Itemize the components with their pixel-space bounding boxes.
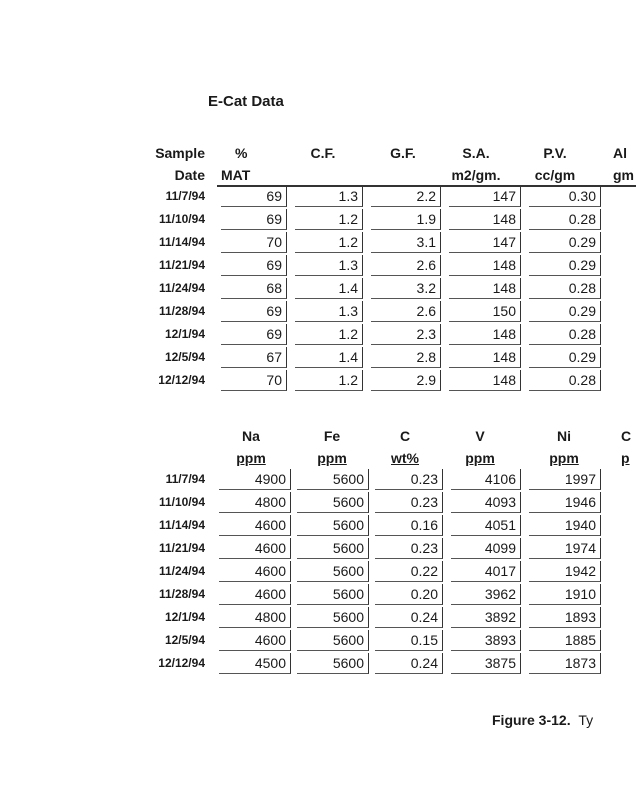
cf-cell: 1.3 bbox=[295, 255, 363, 276]
pv-cell: 0.29 bbox=[529, 232, 601, 253]
c-cell: 0.20 bbox=[375, 584, 443, 605]
sample-date-cell: 11/7/94 bbox=[165, 472, 205, 486]
header-sample-date: Sample Date bbox=[155, 145, 205, 183]
sample-date-cell: 11/21/94 bbox=[158, 541, 205, 555]
fe-cell: 5600 bbox=[297, 492, 369, 513]
sample-date-cell: 11/10/94 bbox=[158, 212, 205, 226]
pv-cell: 0.30 bbox=[529, 186, 601, 207]
c-cell: 0.22 bbox=[375, 561, 443, 582]
mat-cell: 67 bbox=[221, 347, 287, 368]
fe-cell: 5600 bbox=[297, 630, 369, 651]
header-cut: C p bbox=[621, 428, 632, 466]
sa-cell: 148 bbox=[449, 324, 521, 345]
na-cell: 4600 bbox=[219, 515, 291, 536]
ni-cell: 1910 bbox=[529, 584, 601, 605]
page-title: E-Cat Data bbox=[208, 93, 284, 110]
cf-cell: 1.4 bbox=[295, 347, 363, 368]
mat-cell: 70 bbox=[221, 232, 287, 253]
gf-cell: 2.2 bbox=[371, 186, 441, 207]
sa-cell: 147 bbox=[449, 232, 521, 253]
sample-date-cell: 12/1/94 bbox=[164, 327, 205, 341]
sample-date-cell: 11/14/94 bbox=[158, 235, 205, 249]
header-v: V ppm bbox=[465, 428, 495, 466]
header-c: C wt% bbox=[391, 428, 419, 466]
ni-cell: 1893 bbox=[529, 607, 601, 628]
c-cell: 0.24 bbox=[375, 607, 443, 628]
fe-cell: 5600 bbox=[297, 584, 369, 605]
header-fe: Fe ppm bbox=[317, 428, 347, 466]
pv-cell: 0.29 bbox=[529, 347, 601, 368]
gf-cell: 1.9 bbox=[371, 209, 441, 230]
v-cell: 3893 bbox=[451, 630, 521, 651]
gf-cell: 3.1 bbox=[371, 232, 441, 253]
sa-cell: 147 bbox=[449, 186, 521, 207]
sample-date-cell: 12/1/94 bbox=[164, 610, 205, 624]
mat-cell: 69 bbox=[221, 301, 287, 322]
na-cell: 4800 bbox=[219, 607, 291, 628]
cf-cell: 1.3 bbox=[295, 186, 363, 207]
header-na: Na ppm bbox=[236, 428, 266, 466]
fe-cell: 5600 bbox=[297, 469, 369, 490]
pv-cell: 0.29 bbox=[529, 301, 601, 322]
cf-cell: 1.2 bbox=[295, 324, 363, 345]
gf-cell: 3.2 bbox=[371, 278, 441, 299]
ni-cell: 1946 bbox=[529, 492, 601, 513]
pv-cell: 0.29 bbox=[529, 255, 601, 276]
v-cell: 4099 bbox=[451, 538, 521, 559]
mat-cell: 70 bbox=[221, 370, 287, 391]
sa-cell: 148 bbox=[449, 347, 521, 368]
sample-date-cell: 12/12/94 bbox=[158, 656, 205, 670]
v-cell: 4017 bbox=[451, 561, 521, 582]
sample-date-cell: 11/24/94 bbox=[158, 281, 205, 295]
sample-date-cell: 11/14/94 bbox=[158, 518, 205, 532]
pv-cell: 0.28 bbox=[529, 324, 601, 345]
c-cell: 0.24 bbox=[375, 653, 443, 674]
header-ni: Ni ppm bbox=[549, 428, 579, 466]
header-cf: C.F. bbox=[310, 145, 336, 161]
sample-date-cell: 12/5/94 bbox=[164, 350, 205, 364]
mat-cell: 69 bbox=[221, 209, 287, 230]
sample-date-cell: 11/7/94 bbox=[165, 189, 205, 203]
sample-date-cell: 11/10/94 bbox=[158, 495, 205, 509]
figure-caption: Figure 3-12. Ty bbox=[492, 712, 594, 728]
na-cell: 4900 bbox=[219, 469, 291, 490]
mat-cell: 69 bbox=[221, 324, 287, 345]
sample-date-cell: 11/21/94 bbox=[158, 258, 205, 272]
na-cell: 4600 bbox=[219, 630, 291, 651]
c-cell: 0.16 bbox=[375, 515, 443, 536]
header-pv: P.V. cc/gm bbox=[534, 145, 576, 183]
header-gf: G.F. bbox=[390, 145, 416, 161]
sample-date-cell: 11/28/94 bbox=[158, 304, 205, 318]
fe-cell: 5600 bbox=[297, 561, 369, 582]
pv-cell: 0.28 bbox=[529, 278, 601, 299]
cf-cell: 1.2 bbox=[295, 232, 363, 253]
gf-cell: 2.6 bbox=[371, 255, 441, 276]
na-cell: 4600 bbox=[219, 584, 291, 605]
cf-cell: 1.3 bbox=[295, 301, 363, 322]
c-cell: 0.23 bbox=[375, 538, 443, 559]
ni-cell: 1974 bbox=[529, 538, 601, 559]
v-cell: 3892 bbox=[451, 607, 521, 628]
sa-cell: 148 bbox=[449, 278, 521, 299]
gf-cell: 2.6 bbox=[371, 301, 441, 322]
gf-cell: 2.9 bbox=[371, 370, 441, 391]
sa-cell: 148 bbox=[449, 209, 521, 230]
fe-cell: 5600 bbox=[297, 515, 369, 536]
header-sa: S.A. m2/gm. bbox=[451, 145, 501, 183]
mat-cell: 69 bbox=[221, 186, 287, 207]
header-al: Al gm bbox=[613, 145, 634, 183]
fe-cell: 5600 bbox=[297, 607, 369, 628]
fe-cell: 5600 bbox=[297, 538, 369, 559]
v-cell: 4051 bbox=[451, 515, 521, 536]
na-cell: 4500 bbox=[219, 653, 291, 674]
ni-cell: 1940 bbox=[529, 515, 601, 536]
sa-cell: 148 bbox=[449, 255, 521, 276]
ni-cell: 1885 bbox=[529, 630, 601, 651]
pv-cell: 0.28 bbox=[529, 370, 601, 391]
cf-cell: 1.2 bbox=[295, 370, 363, 391]
gf-cell: 2.3 bbox=[371, 324, 441, 345]
v-cell: 3875 bbox=[451, 653, 521, 674]
na-cell: 4600 bbox=[219, 538, 291, 559]
c-cell: 0.23 bbox=[375, 469, 443, 490]
ni-cell: 1997 bbox=[529, 469, 601, 490]
v-cell: 3962 bbox=[451, 584, 521, 605]
c-cell: 0.15 bbox=[375, 630, 443, 651]
sample-date-cell: 12/5/94 bbox=[164, 633, 205, 647]
v-cell: 4093 bbox=[451, 492, 521, 513]
sa-cell: 148 bbox=[449, 370, 521, 391]
gf-cell: 2.8 bbox=[371, 347, 441, 368]
ni-cell: 1942 bbox=[529, 561, 601, 582]
na-cell: 4800 bbox=[219, 492, 291, 513]
cf-cell: 1.4 bbox=[295, 278, 363, 299]
fe-cell: 5600 bbox=[297, 653, 369, 674]
cf-cell: 1.2 bbox=[295, 209, 363, 230]
pv-cell: 0.28 bbox=[529, 209, 601, 230]
na-cell: 4600 bbox=[219, 561, 291, 582]
sa-cell: 150 bbox=[449, 301, 521, 322]
mat-cell: 68 bbox=[221, 278, 287, 299]
sample-date-cell: 11/28/94 bbox=[158, 587, 205, 601]
mat-cell: 69 bbox=[221, 255, 287, 276]
v-cell: 4106 bbox=[451, 469, 521, 490]
sample-date-cell: 12/12/94 bbox=[158, 373, 205, 387]
sample-date-cell: 11/24/94 bbox=[158, 564, 205, 578]
c-cell: 0.23 bbox=[375, 492, 443, 513]
header-mat: % MAT bbox=[221, 145, 251, 183]
ni-cell: 1873 bbox=[529, 653, 601, 674]
